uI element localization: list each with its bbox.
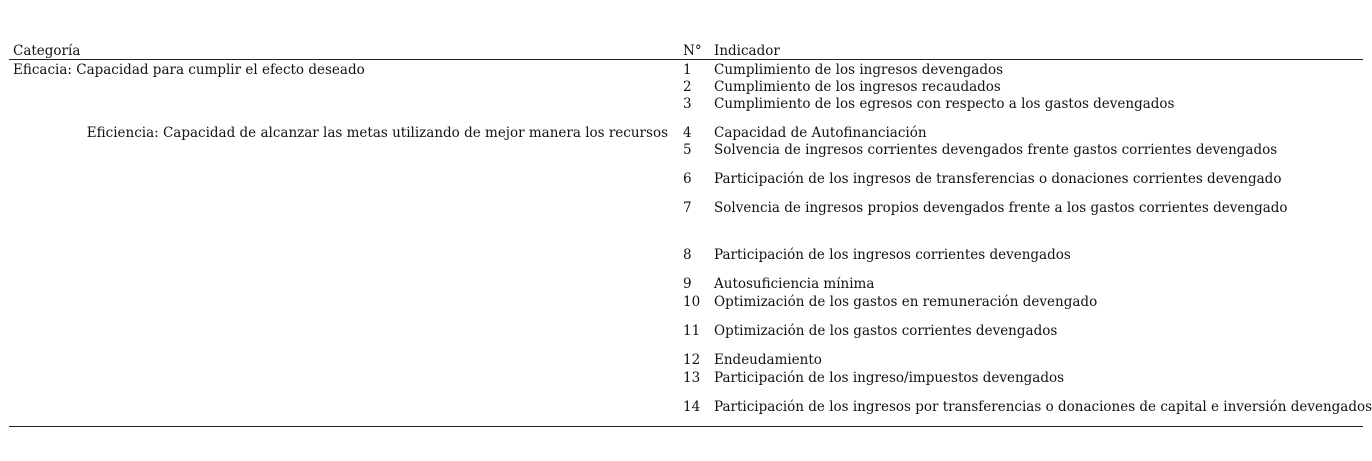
row-indicator: Cumplimiento de los ingresos recaudados [714, 79, 1001, 95]
row-indicator: Participación de los ingresos por transferencias o donaciones de capital e inversión devengados [714, 399, 1372, 415]
row-indicator: Endeudamiento [714, 352, 822, 368]
row-indicator: Autosuficiencia mínima [714, 276, 875, 292]
category-eficiencia: Eficiencia: Capacidad de alcanzar las metas utilizando de mejor manera los recursos [86, 125, 668, 141]
row-indicator: Participación de los ingreso/impuestos devengados [714, 370, 1065, 386]
table-top-rule [9, 59, 1363, 60]
row-number: 4 [683, 125, 692, 141]
header-indicator: Indicador [714, 43, 780, 59]
row-number: 7 [683, 200, 692, 216]
row-number: 9 [683, 276, 692, 292]
row-number: 8 [683, 247, 692, 263]
row-indicator: Optimización de los gastos corrientes devengados [714, 323, 1058, 339]
row-indicator: Solvencia de ingresos propios devengados frente a los gastos corrientes devengado [714, 200, 1288, 216]
row-number: 12 [683, 352, 701, 368]
row-number: 6 [683, 171, 692, 187]
row-indicator: Cumplimiento de los ingresos devengados [714, 62, 1004, 78]
row-number: 11 [683, 323, 701, 339]
row-number: 1 [683, 62, 692, 78]
row-number: 13 [683, 370, 701, 386]
row-number: 10 [683, 294, 701, 310]
row-indicator: Participación de los ingresos de transferencias o donaciones corrientes devengado [714, 171, 1282, 187]
table-bottom-rule [9, 426, 1363, 427]
row-indicator: Solvencia de ingresos corrientes devengados frente gastos corrientes devengados [714, 142, 1278, 158]
row-number: 3 [683, 96, 692, 112]
row-indicator: Participación de los ingresos corrientes devengados [714, 247, 1071, 263]
row-number: 2 [683, 79, 692, 95]
header-category: Categoría [13, 43, 81, 59]
row-indicator: Cumplimiento de los egresos con respecto a los gastos devengados [714, 96, 1175, 112]
row-indicator: Capacidad de Autofinanciación [714, 125, 927, 141]
row-number: 5 [683, 142, 692, 158]
row-indicator: Optimización de los gastos en remuneración devengado [714, 294, 1098, 310]
category-eficacia: Eficacia: Capacidad para cumplir el efecto deseado [13, 62, 365, 78]
row-number: 14 [683, 399, 701, 415]
header-number: N° [683, 43, 702, 59]
